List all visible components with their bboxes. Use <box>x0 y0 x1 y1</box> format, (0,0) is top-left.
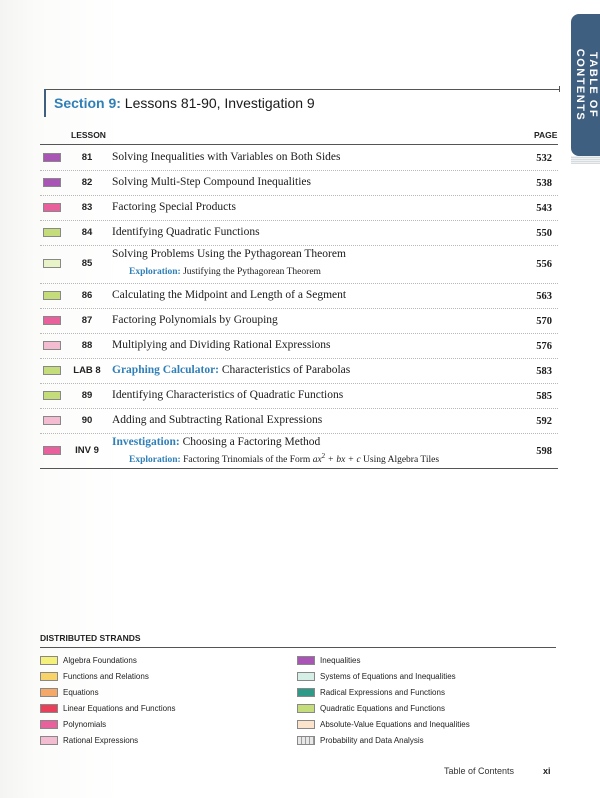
strand-label: Algebra Foundations <box>63 656 137 665</box>
table-bottom-rule <box>40 468 558 469</box>
page-number[interactable]: 598 <box>536 445 552 457</box>
strand-label: Polynomials <box>63 720 107 729</box>
lesson-row[interactable] <box>40 333 558 359</box>
exploration-label: Exploration: <box>129 455 181 466</box>
lesson-title-text: Solving Problems Using the Pythagorean Theorem <box>112 248 346 260</box>
section-rule <box>46 89 560 90</box>
section-title <box>54 95 315 111</box>
page-number[interactable]: 538 <box>536 177 552 189</box>
lesson-title[interactable] <box>112 248 346 260</box>
strand-label: Radical Expressions and Functions <box>320 688 445 697</box>
strand-label: Absolute-Value Equations and Inequalities <box>320 720 470 729</box>
page-number[interactable]: 576 <box>536 340 552 352</box>
page-column-header: PAGE <box>534 130 558 140</box>
strand-label: Quadratic Equations and Functions <box>320 704 445 713</box>
lesson-number: 90 <box>81 414 93 426</box>
lesson-title-text: Characteristics of Parabolas <box>221 363 351 376</box>
lesson-title[interactable] <box>112 414 322 426</box>
strand-swatch <box>40 736 58 745</box>
page-number[interactable]: 585 <box>536 390 552 402</box>
lesson-title[interactable] <box>112 339 331 351</box>
lesson-title[interactable] <box>112 201 236 213</box>
strands-heading: DISTRIBUTED STRANDS <box>40 633 141 643</box>
exploration-subtitle[interactable] <box>129 452 439 465</box>
lesson-title-text: Identifying Quadratic Functions <box>112 225 260 238</box>
lesson-title[interactable] <box>112 314 278 326</box>
strand-legend-item <box>40 671 280 683</box>
lesson-row[interactable] <box>40 195 558 221</box>
strand-legend-item <box>40 655 280 667</box>
lesson-row[interactable] <box>40 383 558 409</box>
strand-swatch <box>297 688 315 697</box>
lesson-number: LAB 8 <box>73 364 101 376</box>
lesson-title[interactable] <box>112 176 311 188</box>
strand-color-swatch <box>43 391 61 400</box>
strand-color-swatch <box>43 316 61 325</box>
strand-label: Probability and Data Analysis <box>320 736 424 745</box>
strand-swatch <box>297 704 315 713</box>
strand-swatch <box>40 656 58 665</box>
page-number[interactable]: 532 <box>536 152 552 164</box>
strand-label: Systems of Equations and Inequalities <box>320 672 456 681</box>
strand-label: Linear Equations and Functions <box>63 704 176 713</box>
strand-legend-item <box>297 703 537 715</box>
strand-color-swatch <box>43 291 61 300</box>
page-number[interactable]: 592 <box>536 415 552 427</box>
strand-swatch <box>40 704 58 713</box>
side-tab-line1: TABLE OF <box>586 51 599 119</box>
lesson-number: 84 <box>81 226 93 238</box>
lesson-row[interactable] <box>40 145 558 171</box>
strand-color-swatch <box>43 153 61 162</box>
lesson-number: 81 <box>81 151 93 163</box>
page-number[interactable]: 543 <box>536 202 552 214</box>
exploration-text: Factoring Trinomials of the Form <box>183 455 311 466</box>
lesson-title-text: Multiplying and Dividing Rational Expressions <box>112 338 331 351</box>
lesson-title[interactable] <box>112 364 350 376</box>
section-label: Section 9: <box>54 95 121 111</box>
lesson-number: 82 <box>81 176 93 188</box>
strand-swatch <box>40 672 58 681</box>
footer-page-number: xi <box>543 766 551 776</box>
exploration-subtitle[interactable] <box>129 267 321 277</box>
side-tab-line2: CONTENTS <box>573 48 586 122</box>
strand-label: Equations <box>63 688 99 697</box>
strand-label: Functions and Relations <box>63 672 149 681</box>
lesson-title-text: Factoring Polynomials by Grouping <box>112 313 278 326</box>
math-term-bx-c: + bx + c <box>325 455 361 466</box>
exploration-text-end: Using Algebra Tiles <box>363 455 440 466</box>
lesson-row[interactable] <box>40 220 558 246</box>
lesson-title[interactable] <box>112 289 346 301</box>
exploration-text: Justifying the Pythagorean Theorem <box>183 267 321 277</box>
strand-color-swatch <box>43 228 61 237</box>
lesson-title[interactable] <box>112 436 320 448</box>
strand-color-swatch <box>43 178 61 187</box>
tab-edge-stripes <box>571 156 600 164</box>
page-number[interactable]: 556 <box>536 259 552 270</box>
strand-label: Inequalities <box>320 656 361 665</box>
lesson-title-text: Solving Inequalities with Variables on Both Sides <box>112 150 341 163</box>
lesson-title-label: Investigation: <box>112 436 180 448</box>
strand-swatch <box>297 720 315 729</box>
lesson-title-text: Adding and Subtracting Rational Expressions <box>112 413 323 426</box>
lesson-number: INV 9 <box>75 444 99 456</box>
lesson-number: 83 <box>81 201 93 213</box>
section-subtitle: Lessons 81-90, Investigation 9 <box>124 95 315 111</box>
lesson-number: 89 <box>81 389 93 401</box>
strand-legend-item <box>40 719 280 731</box>
strand-legend-item <box>40 703 280 715</box>
exploration-label: Exploration: <box>129 267 181 277</box>
lesson-title-text: Factoring Special Products <box>112 200 236 213</box>
strand-color-swatch <box>43 446 61 455</box>
strand-color-swatch <box>43 341 61 350</box>
strand-swatch <box>297 672 315 681</box>
strand-legend-item <box>297 687 537 699</box>
page-number[interactable]: 550 <box>536 227 552 239</box>
lesson-number: 86 <box>81 289 93 301</box>
strand-color-swatch <box>43 416 61 425</box>
math-term-ax: ax <box>312 455 322 466</box>
lesson-title-text: Choosing a Factoring Method <box>182 436 321 448</box>
lesson-title-label: Graphing Calculator: <box>112 363 220 376</box>
lesson-title[interactable] <box>112 389 343 401</box>
lesson-title[interactable] <box>112 226 260 238</box>
strand-color-swatch <box>43 366 61 375</box>
lesson-row[interactable] <box>40 245 558 284</box>
lesson-column-header: LESSON <box>71 130 106 140</box>
lesson-row[interactable] <box>40 408 558 434</box>
lesson-row[interactable] <box>40 433 558 468</box>
lesson-number: 88 <box>81 339 93 351</box>
strand-legend-item <box>40 735 280 747</box>
page-number[interactable]: 570 <box>536 315 552 327</box>
strand-swatch <box>297 736 315 745</box>
strands-rule <box>40 647 556 648</box>
strand-legend-item <box>297 655 537 667</box>
table-of-contents-tab[interactable] <box>571 14 600 156</box>
strand-color-swatch <box>43 203 61 212</box>
strand-swatch <box>40 720 58 729</box>
strand-legend-item <box>40 687 280 699</box>
strand-swatch <box>297 656 315 665</box>
strand-swatch <box>40 688 58 697</box>
lesson-row[interactable] <box>40 358 558 384</box>
section-rule-tick <box>559 86 560 92</box>
footer-label: Table of Contents <box>444 766 515 776</box>
page-number[interactable]: 583 <box>536 365 552 377</box>
strand-legend-item <box>297 719 537 731</box>
side-tab-text <box>574 49 598 122</box>
lesson-row[interactable] <box>40 283 558 309</box>
strand-color-swatch <box>43 259 61 268</box>
strand-label: Rational Expressions <box>63 736 139 745</box>
lesson-title[interactable] <box>112 151 341 163</box>
lesson-title-text: Calculating the Midpoint and Length of a Segment <box>112 288 347 301</box>
lesson-title-text: Solving Multi-Step Compound Inequalities <box>112 175 312 188</box>
lesson-title-text: Identifying Characteristics of Quadratic Functions <box>112 388 344 401</box>
strand-legend-item <box>297 671 537 683</box>
math-exponent: 2 <box>321 452 326 460</box>
page-number[interactable]: 563 <box>536 290 552 302</box>
strand-legend-item <box>297 735 537 747</box>
lesson-number: 85 <box>81 258 93 269</box>
lesson-row[interactable] <box>40 170 558 196</box>
lesson-row[interactable] <box>40 308 558 334</box>
lesson-number: 87 <box>81 314 93 326</box>
section-header <box>44 89 560 117</box>
